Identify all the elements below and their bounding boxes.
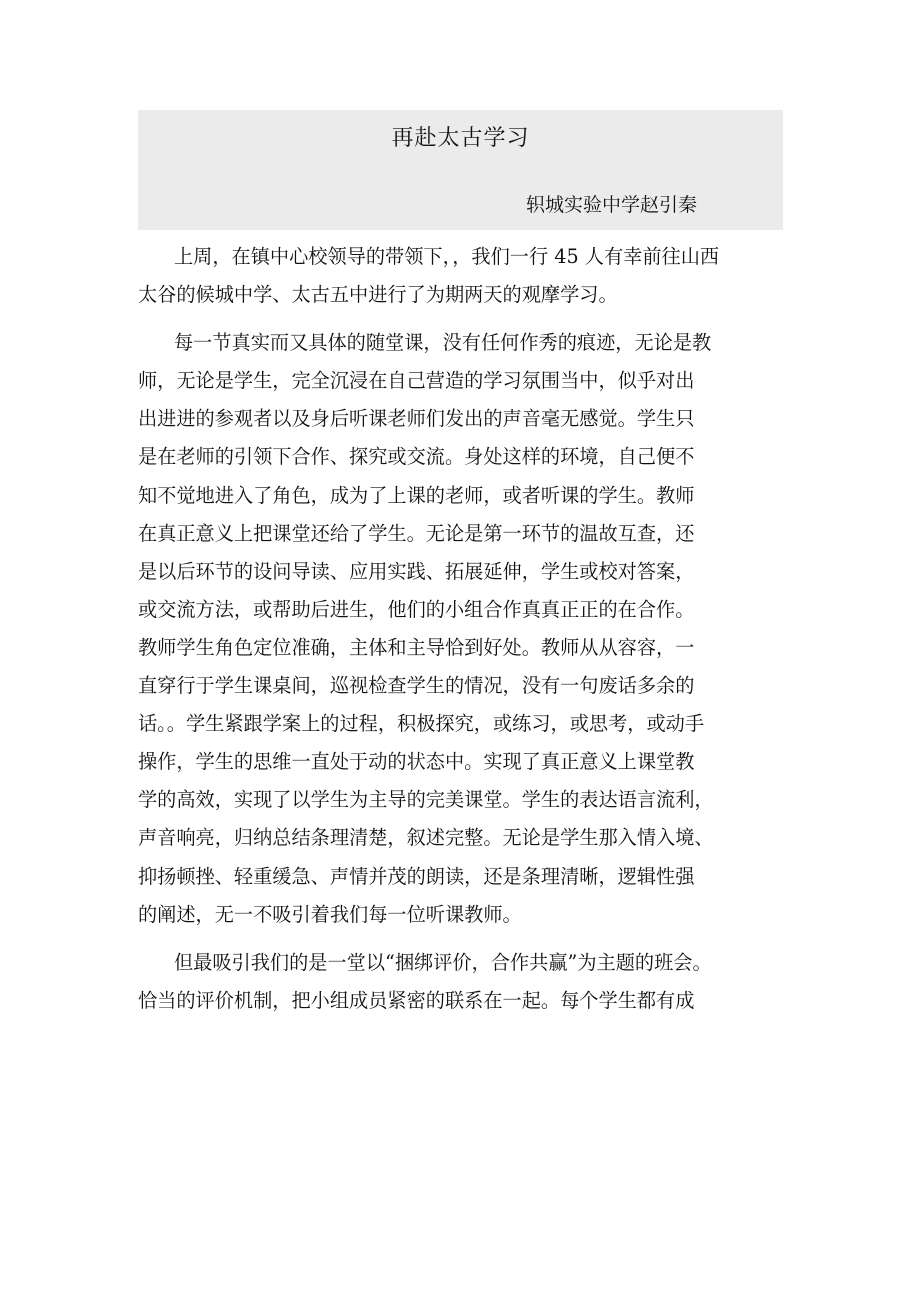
- paragraph-2-line-3: 出进进的参观者以及身后听课老师们发出的声音毫无感觉。学生只: [138, 407, 695, 431]
- paragraph-2-line-16: 的阐述，无一不吸引着我们每一位听课教师。: [138, 902, 522, 926]
- paragraph-3-line-1: 但最吸引我们的是一堂以“捆绑评价，合作共赢”为主题的班会。: [174, 950, 712, 974]
- paragraph-2-line-2: 师，无论是学生，完全沉浸在自己营造的学习氛围当中，似乎对出: [138, 369, 695, 393]
- paragraph-2-line-5: 知不觉地进入了角色，成为了上课的老师，或者听课的学生。教师: [138, 483, 695, 507]
- paragraph-2-line-9: 教师学生角色定位准确，主体和主导恰到好处。教师从从容容，一: [138, 635, 695, 659]
- paragraph-1-line-2: 太谷的候城中学、太古五中进行了为期两天的观摩学习。: [138, 283, 618, 307]
- paragraph-2-line-7: 是以后环节的设问导读、应用实践、拓展延伸，学生或校对答案，: [138, 559, 695, 583]
- paragraph-2-line-11: 话。。学生紧跟学案上的过程，积极探究，或练习，或思考，或动手: [138, 712, 705, 736]
- paragraph-2-line-4: 是在老师的引领下合作、探究或交流。身处这样的环境，自己便不: [138, 445, 695, 469]
- author-line: 轵城实验中学赵引秦: [526, 194, 698, 216]
- paragraph-2-line-13: 学的高效，实现了以学生为主导的完美课堂。学生的表达语言流利，: [138, 788, 714, 812]
- paragraph-2-line-10: 直穿行于学生课桌间，巡视检查学生的情况，没有一句废话多余的: [138, 674, 695, 698]
- paragraph-2-line-8: 或交流方法，或帮助后进生，他们的小组合作真真正正的在合作。: [138, 597, 695, 621]
- document-title: 再赴太古学习: [391, 126, 530, 151]
- paragraph-1-line-1: 上周，在镇中心校领导的带领下，，我们一行 45 人有幸前往山西: [174, 245, 720, 268]
- title-block: [138, 110, 783, 230]
- paragraph-2-line-12: 操作，学生的思维一直处于动的状态中。实现了真正意义上课堂教: [138, 750, 695, 774]
- paragraph-2-line-1: 每一节真实而又具体的随堂课，没有任何作秀的痕迹，无论是教: [174, 331, 712, 355]
- body-text: [138, 238, 798, 1020]
- paragraph-2-line-15: 抑扬顿挫、轻重缓急、声情并茂的朗读，还是条理清晰，逻辑性强: [138, 864, 695, 888]
- paragraph-3-line-2: 恰当的评价机制，把小组成员紧密的联系在一起。每个学生都有成: [138, 988, 695, 1012]
- paragraph-2-line-14: 声音响亮，归纳总结条理清楚，叙述完整。无论是学生那入情入境、: [138, 826, 714, 850]
- paragraph-2-line-6: 在真正意义上把课堂还给了学生。无论是第一环节的温故互查，还: [138, 521, 695, 545]
